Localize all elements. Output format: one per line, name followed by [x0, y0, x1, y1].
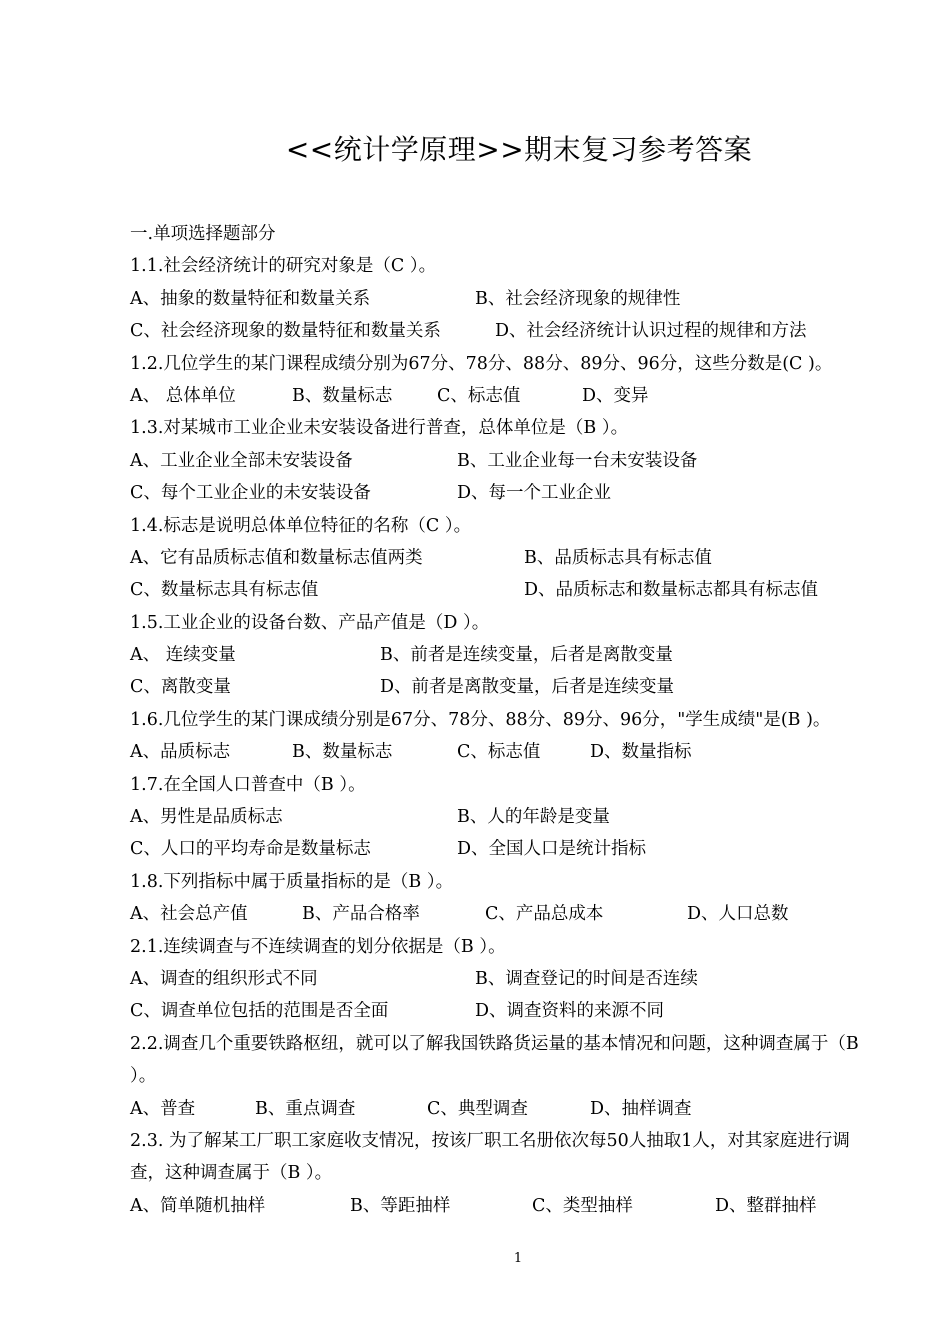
- option-b: B、前者是连续变量，后者是离散变量: [380, 645, 673, 666]
- option-d: D、变异: [582, 385, 649, 406]
- option-c: C、人口的平均寿命是数量标志: [130, 839, 371, 860]
- option-row: [130, 963, 865, 995]
- page-title: <<统计学原理>>期末复习参考答案: [285, 133, 753, 166]
- option-row: [130, 671, 865, 703]
- option-row: [130, 283, 865, 315]
- option-c: C、标志值: [437, 385, 521, 406]
- option-b: B、等距抽样: [350, 1195, 451, 1216]
- option-a: A、它有品质标志值和数量标志值两类: [130, 547, 423, 568]
- option-d: D、调查资料的来源不同: [475, 1001, 665, 1022]
- option-d: D、数量指标: [590, 742, 692, 763]
- option-row: [130, 833, 865, 865]
- option-a: A、社会总产值: [130, 904, 248, 925]
- option-row: [130, 315, 865, 347]
- option-d: D、人口总数: [687, 904, 789, 925]
- option-row: [130, 380, 865, 412]
- option-d: D、前者是离散变量，后者是连续变量: [380, 677, 675, 698]
- question-text: 2.1.连续调查与不连续调查的划分依据是（B ）。: [130, 936, 506, 957]
- question-text: 1.2.几位学生的某门课程成绩分别为67分、78分、88分、89分、96分，这些分数是(C )。: [130, 353, 833, 374]
- option-b: B、产品合格率: [302, 904, 420, 925]
- option-a: A、品质标志: [130, 742, 231, 763]
- option-row: [130, 995, 865, 1027]
- option-c: C、典型调查: [427, 1098, 528, 1119]
- option-row: [130, 1093, 865, 1125]
- option-a: A、 连续变量: [130, 645, 236, 666]
- option-row: [130, 736, 865, 768]
- option-row: [130, 639, 865, 671]
- option-a: A、抽象的数量特征和数量关系: [130, 288, 371, 309]
- option-row: [130, 898, 865, 930]
- option-a: A、男性是品质标志: [130, 807, 283, 828]
- question-text: 2.2.调查几个重要铁路枢纽，就可以了解我国铁路货运量的基本情况和问题，这种调查属于（B ）。: [130, 1033, 859, 1087]
- option-b: B、数量标志: [292, 385, 393, 406]
- question-text: 1.3.对某城市工业企业未安装设备进行普查，总体单位是（B ）。: [130, 418, 629, 439]
- option-b: B、调查登记的时间是否连续: [475, 968, 698, 989]
- option-a: A、工业企业全部未安装设备: [130, 450, 353, 471]
- question-text: 2.3. 为了解某工厂职工家庭收支情况，按该厂职工名册依次每50人抽取1人，对其家庭进行调查，这种调查属于（B ）。: [130, 1130, 850, 1184]
- option-c: C、每个工业企业的未安装设备: [130, 483, 371, 504]
- option-c: C、标志值: [457, 742, 541, 763]
- option-row: [130, 801, 865, 833]
- option-a: A、简单随机抽样: [130, 1195, 266, 1216]
- option-d: D、整群抽样: [715, 1195, 817, 1216]
- document-body: [130, 218, 865, 1222]
- option-c: C、数量标志具有标志值: [130, 580, 319, 601]
- question-text: 1.7.在全国人口普查中（B ）。: [130, 774, 366, 795]
- question-text: 1.5.工业企业的设备台数、产品产值是（D ）。: [130, 612, 490, 633]
- option-c: C、社会经济现象的数量特征和数量关系: [130, 321, 441, 342]
- option-b: B、工业企业每一台未安装设备: [457, 450, 698, 471]
- option-row: [130, 445, 865, 477]
- option-a: A、调查的组织形式不同: [130, 968, 318, 989]
- page-number: 1: [513, 1251, 523, 1266]
- option-a: A、普查: [130, 1098, 196, 1119]
- question-text: 1.8.下列指标中属于质量指标的是（B ）。: [130, 871, 454, 892]
- option-d: D、全国人口是统计指标: [457, 839, 647, 860]
- option-c: C、调查单位包括的范围是否全面: [130, 1001, 389, 1022]
- option-d: D、每一个工业企业: [457, 483, 612, 504]
- option-b: B、数量标志: [292, 742, 393, 763]
- option-b: B、社会经济现象的规律性: [475, 288, 681, 309]
- option-b: B、人的年龄是变量: [457, 807, 610, 828]
- question-text: 1.6.几位学生的某门课成绩分别是67分、78分、88分、89分、96分，"学生成绩"是(B )。: [130, 709, 831, 730]
- option-d: D、品质标志和数量标志都具有标志值: [524, 580, 819, 601]
- option-d: D、社会经济统计认识过程的规律和方法: [495, 321, 807, 342]
- option-c: C、类型抽样: [532, 1195, 633, 1216]
- option-c: C、离散变量: [130, 677, 231, 698]
- option-row: [130, 542, 865, 574]
- option-row: [130, 477, 865, 509]
- question-text: 1.4.标志是说明总体单位特征的名称（C ）。: [130, 515, 472, 536]
- question-text: 1.1.社会经济统计的研究对象是（C ）。: [130, 256, 437, 277]
- option-b: B、重点调查: [255, 1098, 356, 1119]
- option-b: B、品质标志具有标志值: [524, 547, 712, 568]
- option-row: [130, 574, 865, 606]
- option-a: A、 总体单位: [130, 385, 236, 406]
- option-d: D、抽样调查: [590, 1098, 692, 1119]
- option-c: C、产品总成本: [485, 904, 604, 925]
- section-heading: 一.单项选择题部分: [130, 224, 276, 244]
- option-row: [130, 1190, 865, 1222]
